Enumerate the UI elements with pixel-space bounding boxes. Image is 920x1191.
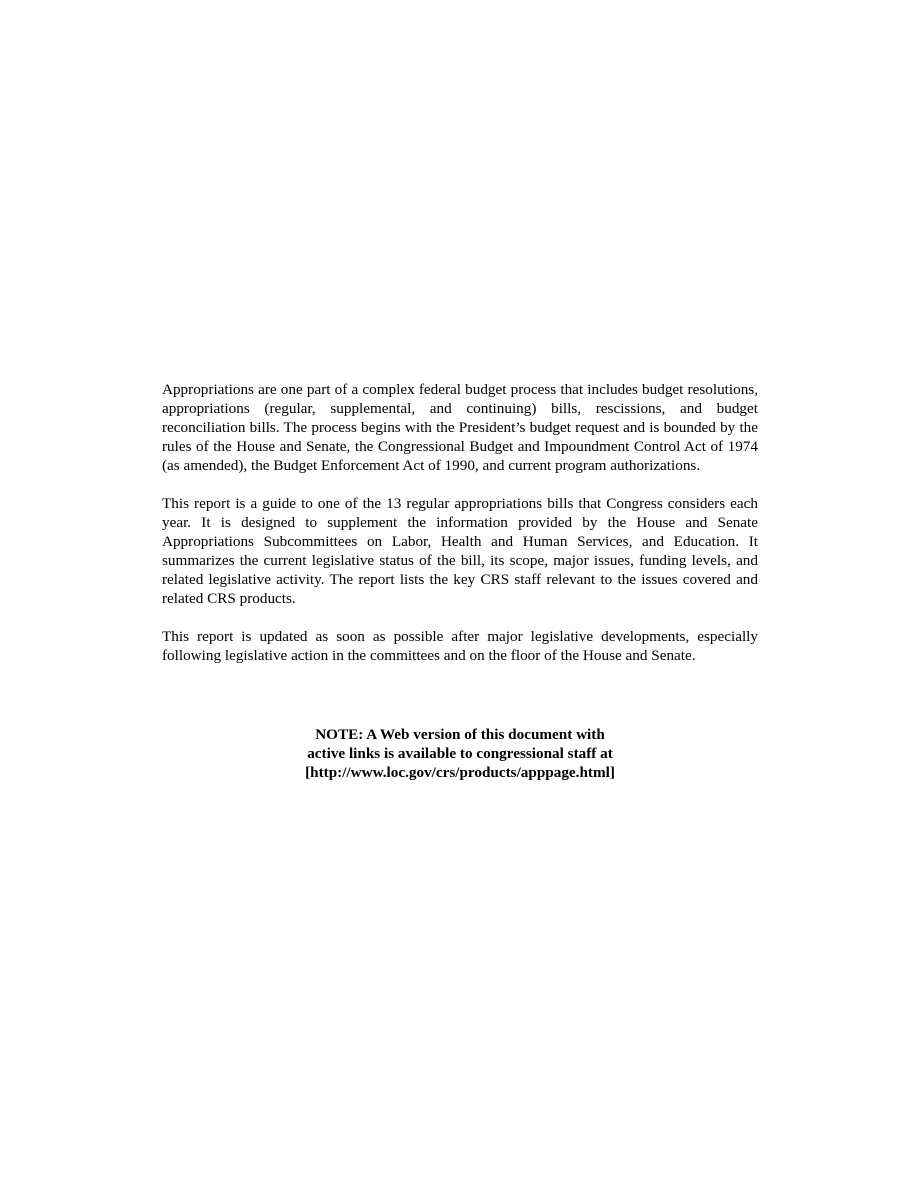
note-url: [http://www.loc.gov/crs/products/apppage.html] (305, 764, 615, 781)
note-line-1: NOTE: A Web version of this document with (315, 726, 605, 743)
paragraph-report-guide: This report is a guide to one of the 13 regular appropriations bills that Congress considers each year. It is designed to supplement the information provided by the House and Senate Appropriations Subcommittees on Labor, Health and Human Services, and Education. It summarizes the current legislative status of the bill, its scope, major issues, funding levels, and related legislative activity. The report lists the key CRS staff relevant to the issues covered and related CRS products. (162, 495, 758, 607)
paragraph-appropriations-overview: Appropriations are one part of a complex federal budget process that includes budget resolutions, appropriations (regular, supplemental, and continuing) bills, rescissions, and budget reconciliation bills. The process begins with the President’s budget request and is bounded by the rules of the House and Senate, the Congressional Budget and Impoundment Control Act of 1974 (as amended), the Budget Enforcement Act of 1990, and current program authorizations. (162, 381, 758, 474)
note-line-2: active links is available to congressional staff at (307, 745, 613, 762)
body-text (162, 380, 758, 665)
paragraph-update-policy: This report is updated as soon as possible after major legislative developments, especially following legislative action in the committees and on the floor of the House and Senate. (162, 628, 758, 664)
web-version-note (200, 725, 720, 782)
